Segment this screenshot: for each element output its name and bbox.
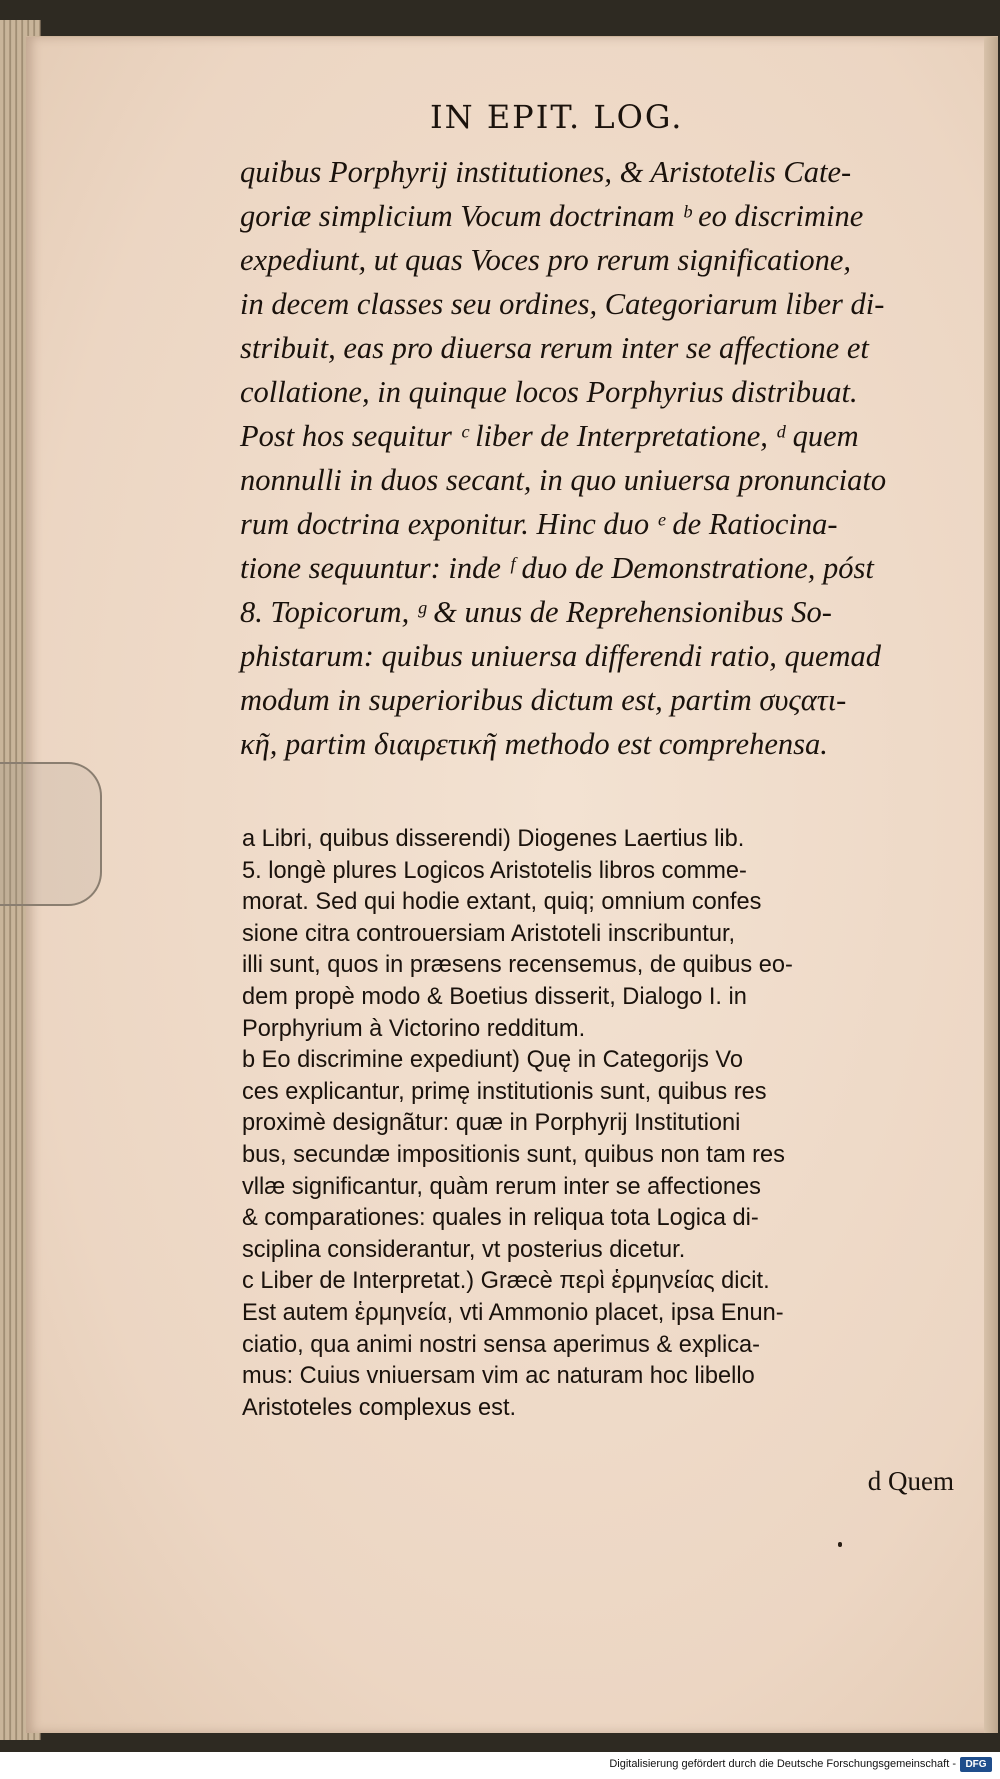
notes-block xyxy=(242,824,954,1424)
note-line: Porphyrium à Victorino redditum. xyxy=(242,1015,586,1042)
main-text-line: modum in superioribus dictum est, partim συςατι- xyxy=(240,683,847,717)
dfg-logo-icon xyxy=(960,1757,992,1772)
note-line: 5. longè plures Logicos Aristotelis libros comme- xyxy=(242,857,747,884)
note-line: Aristoteles complexus est. xyxy=(242,1394,517,1421)
page-clip-outline xyxy=(0,762,102,906)
page-right-edge xyxy=(984,37,998,1733)
note-line: & comparationes: quales in reliqua tota Logica di- xyxy=(242,1205,759,1232)
note-line: dem propè modo & Boetius disserit, Dialogo I. in xyxy=(242,983,747,1010)
main-text-line: 8. Topicorum, ᵍ & unus de Reprehensionibus So- xyxy=(240,595,832,629)
note-line: Est autem ἑρμηνεία, vti Ammonio placet, ipsa Enun- xyxy=(242,1299,784,1326)
note-line: c Liber de Interpretat.) Græcè περὶ ἑρμηνείας dicit. xyxy=(242,1268,770,1295)
note-line: ces explicantur, primę institutionis sunt, quibus res xyxy=(242,1078,767,1105)
main-text-line: κῆ, partim διαιρετικῆ methodo est comprehensa. xyxy=(240,727,828,761)
note-line: illi sunt, quos in præsens recensemus, de quibus eo- xyxy=(242,952,793,979)
main-text-line: goriæ simplicium Vocum doctrinam ᵇ eo discrimine xyxy=(240,199,864,233)
note-line: bus, secundæ impositionis sunt, quibus non tam res xyxy=(242,1141,785,1168)
main-text-line: quibus Porphyrij institutiones, & Aristotelis Cate- xyxy=(240,155,852,189)
note-line: ciatio, qua animi nostri sensa aperimus & explica- xyxy=(242,1331,760,1358)
main-text-line: collatione, in quinque locos Porphyrius distribuat. xyxy=(240,375,858,409)
note-line: mus: Cuius vniuersam vim ac naturam hoc libello xyxy=(242,1363,755,1390)
note-line: sione citra controuersiam Aristoteli inscribuntur, xyxy=(242,920,736,947)
main-text-line: in decem classes seu ordines, Categoriarum liber di- xyxy=(240,287,885,321)
note-line: morat. Sed qui hodie extant, quiq; omnium confes xyxy=(242,889,762,916)
catchword: d Quem xyxy=(867,1466,954,1496)
note-line: proximè designãtur: quæ in Porphyrij Institutioni xyxy=(242,1110,741,1137)
note-line: sciplina considerantur, vt posterius dicetur. xyxy=(242,1236,686,1263)
digitization-footer xyxy=(0,1752,1000,1779)
main-text-line: stribuit, eas pro diuersa rerum inter se affectione et xyxy=(240,331,869,365)
note-line: b Eo discrimine expediunt) Quę in Categorijs Vo xyxy=(242,1047,743,1074)
note-line: vllæ significantur, quàm rerum inter se affectiones xyxy=(242,1173,761,1200)
main-text-block xyxy=(240,150,960,766)
dfg-logo-text: DFG xyxy=(965,1759,987,1770)
main-text-line: tione sequuntur: inde ᶠ duo de Demonstratione, póst xyxy=(240,551,874,585)
running-head: IN EPIT. LOG. xyxy=(430,98,684,136)
main-text-line: phistarum: quibus uniuersa differendi ratio, quemad xyxy=(240,639,882,673)
funding-credit: Digitalisierung gefördert durch die Deutsche Forschungsgemeinschaft - xyxy=(609,1758,956,1770)
main-text-line: nonnulli in duos secant, in quo uniuersa pronunciato xyxy=(240,463,887,497)
main-text-line: Post hos sequitur ᶜ liber de Interpretatione, ᵈ quem xyxy=(240,419,859,453)
ink-speck xyxy=(838,1542,842,1547)
note-line: a Libri, quibus disserendi) Diogenes Laertius lib. xyxy=(242,826,745,852)
main-text-line: rum doctrina exponitur. Hinc duo ᵉ de Ratiocina- xyxy=(240,507,838,541)
main-text-line: expediunt, ut quas Voces pro rerum significatione, xyxy=(240,243,852,277)
